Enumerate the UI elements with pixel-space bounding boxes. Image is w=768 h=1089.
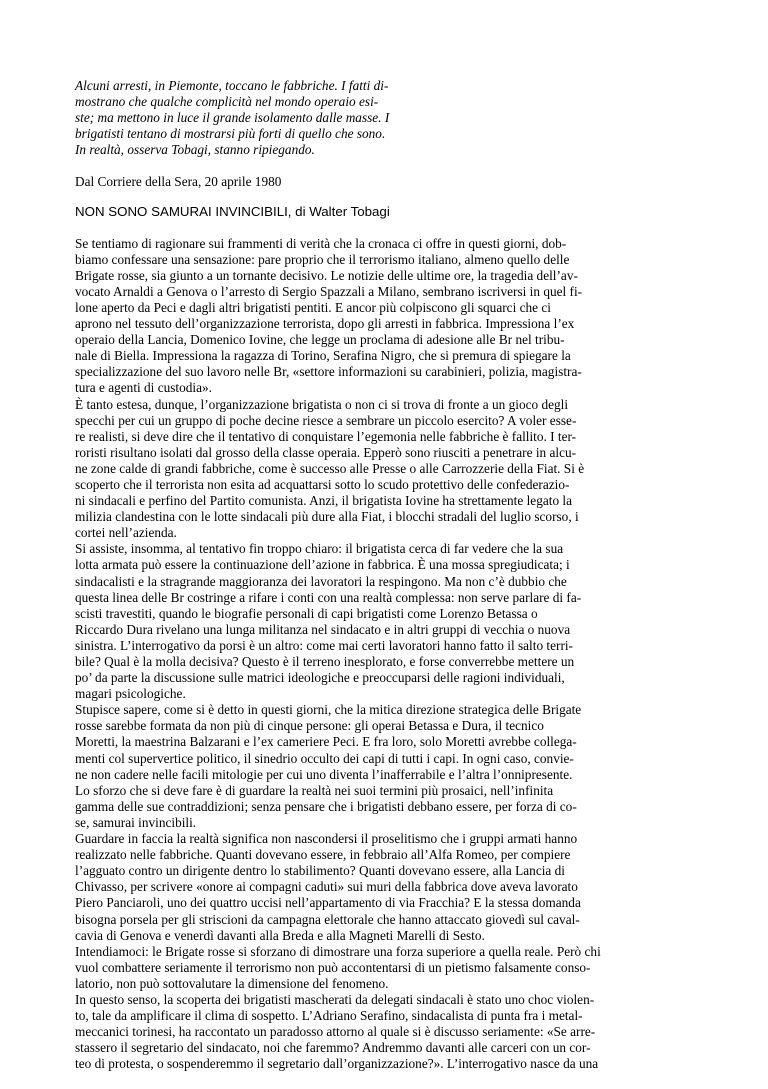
body-line: bile? Qual è la molla decisiva? Questo è il terreno inesplorato, e forse converrebbe mettere un <box>75 654 575 669</box>
body-line: Moretti, la maestrina Balzarani e l’ex cameriere Peci. E fra loro, solo Moretti avrebbe collega- <box>75 734 577 750</box>
intro-line: In realtà, osserva Tobagi, stanno ripiegando. <box>75 142 315 158</box>
body-line: operaio della Lancia, Domenico Iovine, che legge un proclama di adesione alle Br nel tribu- <box>75 332 565 348</box>
source-line: Dal Corriere della Sera, 20 aprile 1980 <box>75 174 282 190</box>
body-line: specchi per cui un gruppo di poche decine riesce a sembrare un piccolo esercito? A voler esse- <box>75 412 577 428</box>
body-line: magari psicologiche. <box>75 686 186 702</box>
body-line: rosse sarebbe formata da non più di cinque persone: gli operai Betassa e Dura, il tecnico <box>75 718 544 734</box>
body-line: Chivasso, per scrivere «onore ai compagni caduti» sui muri della fabbrica dove aveva lavorato <box>75 879 578 895</box>
body-line: lone aperto da Peci e dagli altri brigatisti pentiti. E ancor più colpiscono gli squarci che ci <box>75 299 551 315</box>
body-line: bisogna porsela per gli striscioni da campagna elettorale che hanno attaccato giovedì sul caval- <box>75 911 580 927</box>
body-line: sinistra. L’interrogativo da porsi è un altro: come mai certi lavoratori hanno fatto il salto terri- <box>75 637 573 653</box>
body-line: teo di protesta, o sospenderemmo il segretario dall’organizzazione?». L’interrogativo nasce da una <box>75 1056 599 1072</box>
body-line: Piero Panciaroli, uno dei quattro uccisi nell’appartamento di via Fracchia? E la stessa domanda <box>75 895 581 911</box>
body-line: po’ da parte la discussione sulle matrici ideologiche e preoccuparsi delle ragioni individuali, <box>75 670 565 686</box>
article-body <box>75 236 693 1089</box>
body-line: In questo senso, la scoperta dei brigatisti mascherati da delegati sindacali è stato uno choc violen- <box>75 991 595 1007</box>
body-line: nale di Biella. Impressiona la ragazza di Torino, Serafina Nigro, che si premura di spiegare la <box>75 348 571 364</box>
body-line: stassero il segretario del sindacato, noi che faremmo? Andremmo davanti alle carceri con un cor- <box>75 1040 591 1056</box>
body-line: Brigate rosse, sia giunto a un tornante decisivo. Le notizie delle ultime ore, la tragedia dell’av- <box>75 267 578 283</box>
body-line: vuol combattere seriamente il terrorismo non può accontentarsi di un pietismo falsamente conso- <box>75 959 591 975</box>
body-line: È tanto estesa, dunque, l’organizzazione brigatista o non ci si trova di fronte a un gioco degli <box>75 396 569 412</box>
body-line: latorio, non può sottovalutare la dimensione del fenomeno. <box>75 975 389 991</box>
intro-line: Alcuni arresti, in Piemonte, toccano le fabbriche. I fatti di- <box>75 78 389 93</box>
body-line: sindacalisti e la stragrande maggioranza dei lavoratori la respingono. Ma non c’è dubbio che <box>75 573 567 589</box>
body-line: lotta armata può essere la continuazione dell’azione in fabbrica. È una mossa spregiudicata; i <box>75 557 570 573</box>
intro-paragraph <box>75 78 693 158</box>
body-line: roristi risultano isolati dal grosso della classe operaia. Epperò sono riusciti a penetrare in alcu- <box>75 444 577 460</box>
body-line <box>75 1072 693 1088</box>
body-line: scisti travestiti, quando le biografie personali di capi brigatisti come Lorenzo Betassa o <box>75 605 538 621</box>
body-line: Guardare in faccia la realtà significa non nascondersi il proselitismo che i gruppi armati hanno <box>75 831 578 847</box>
body-line: Se tentiamo di ragionare sui frammenti di verità che la cronaca ci offre in questi giorni, dob- <box>75 235 567 251</box>
body-line: specializzazione del suo lavoro nelle Br, «settore informazioni su carabinieri, polizia, magistra- <box>75 364 582 380</box>
body-line: Si assiste, insomma, al tentativo fin troppo chiaro: il brigatista cerca di far vedere che la sua <box>75 541 564 557</box>
body-line: Riccardo Dura rivelano una lunga militanza nel sindacato e in altri gruppi di vecchia o nuova <box>75 621 571 637</box>
body-line: cortei nell’azienda. <box>75 525 177 541</box>
article-heading: NON SONO SAMURAI INVINCIBILI, di Walter Tobagi <box>75 203 390 219</box>
body-line: to, tale da amplificare il clima di sospetto. L’Adriano Serafino, sindacalista di punta fra i metal- <box>75 1008 583 1024</box>
body-line: Intendiamoci: le Brigate rosse si sforzano di dimostrare una forza superiore a quella reale. Però chi <box>75 943 601 959</box>
body-line: se, samurai invincibili. <box>75 814 197 830</box>
body-line: biamo confessare una sensazione: pare proprio che il terrorismo italiano, almeno quello delle <box>75 251 570 267</box>
body-line: Stupisce sapere, come si è detto in questi giorni, che la mitica direzione strategica delle Brigate <box>75 702 582 718</box>
body-line: scoperto che il terrorista non esita ad acquattarsi sotto lo scudo protettivo delle confederazio- <box>75 476 570 492</box>
body-line: realizzato nelle fabbriche. Quanti dovevano essere, in febbraio all’Alfa Romeo, per compiere <box>75 847 571 863</box>
body-line: vocato Arnaldi a Genova o l’arresto di Sergio Spazzali a Milano, sembrano iscriversi in quel fi- <box>75 283 583 299</box>
body-line: re realisti, si deve dire che il tentativo di conquistare l’egemonia nelle fabbriche è fallito. I ter- <box>75 428 577 444</box>
body-line: ne non cadere nelle facili mitologie per cui uno diventa l’inafferrabile e l’altra l’onnipresente. <box>75 766 573 782</box>
intro-line: mostrano che qualche complicità nel mondo operaio esi- <box>75 94 379 110</box>
body-line: questa linea delle Br costringe a rifare i conti con una realtà complessa: non serve parlare di fa- <box>75 589 582 605</box>
body-line: aprono nel tessuto dell’organizzazione terrorista, dopo gli arresti in fabbrica. Impressiona l’ex <box>75 316 575 332</box>
body-line: cavia di Genova e venerdì davanti alla Breda e alla Magneti Marelli di Sesto. <box>75 927 485 943</box>
body-line: Lo sforzo che si deve fare è di guardare la realtà nei suoi termini più prosaici, nell’infinita <box>75 782 554 798</box>
body-line: tura e agenti di custodia». <box>75 380 212 396</box>
body-line: meccanici torinesi, ha raccontato un paradosso attorno al quale si è discusso seriamente: «Se arre- <box>75 1024 596 1040</box>
body-line: l’agguato contro un dirigente dentro lo stabilimento? Quanti dovevano essere, alla Lancia di <box>75 863 565 879</box>
body-line: ni sindacali e perfino del Partito comunista. Anzi, il brigatista Iovine ha strettamente legato la <box>75 493 573 509</box>
intro-line: brigatisti tentano di mostrarsi più forti di quello che sono. <box>75 126 386 142</box>
intro-line: ste; ma mettono in luce il grande isolamento dalle masse. I <box>75 110 390 126</box>
body-line: milizia clandestina con le lotte sindacali più dure alla Fiat, i blocchi stradali del luglio scorso, i <box>75 509 579 525</box>
body-line: ne zone calde di grandi fabbriche, come è successo alle Presse o alle Carrozzerie della Fiat. Si è <box>75 460 585 476</box>
body-line: gamma delle sue contraddizioni; senza pensare che i brigatisti debbano essere, per forza di co- <box>75 798 577 814</box>
body-line: menti col supervertice politico, il sinedrio occulto dei capi di tutti i capi. In ogni caso, convie- <box>75 750 574 766</box>
document-page <box>75 78 693 1089</box>
